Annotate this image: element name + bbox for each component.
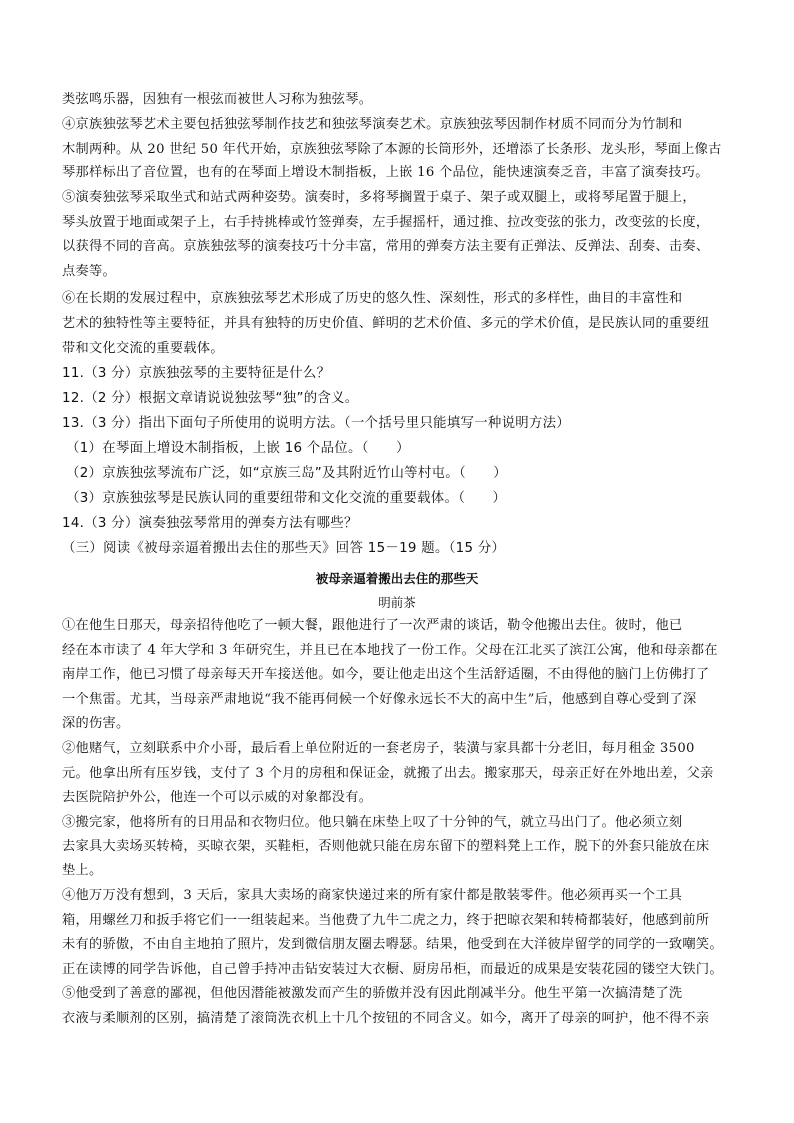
article-line: 垫上。 [62,863,103,878]
article-title: 被母亲逼着搬出去住的那些天 [315,571,479,586]
article-line: 箱，用螺丝刀和扳手将它们一一组装起来。当他费了九牛二虎之力，终于把晾衣架和转椅都装好，他感到前所 [62,913,710,928]
question-12: 12.（2 分）根据文章请说说独弦琴“独”的含义。 [62,391,359,406]
passage-line: 艺术的独特性等主要特征，并具有独特的历史价值、鲜明的艺术价值、多元的学术价值，是民族认同的重要纽 [62,316,710,331]
passage-line: 琴头放置于地面或架子上，右手持挑棒或竹签弹奏，左手握摇杆，通过推、拉改变弦的张力，改变弦的长度， [62,215,710,230]
passage-line: 以获得不同的音高。京族独弦琴的演奏技巧十分丰富，常用的弹奏方法主要有正弹法、反弹法、刮奏、击奏、 [62,239,710,254]
article-author: 明前茶 [378,595,416,610]
article-line: 去家具大卖场买转椅，买晾衣架，买鞋柜，否则他就只能在房东留下的塑料凳上工作，脱下的外套只能放在床 [62,839,710,854]
article-line: 深的伤害。 [62,716,130,731]
article-line: 正在读博的同学告诉他，自己曾手持冲击钻安装过大衣橱、厨房吊柜，而最近的成果是安装花园的镂空大铁门。 [62,962,723,977]
question-14: 14.（3 分）演奏独弦琴常用的弹奏方法有哪些？ [62,516,358,531]
question-13: 13.（3 分）指出下面句子所使用的说明方法。（一个括号里只能填写一种说明方法） [62,416,571,431]
passage-line: 木制两种。从 20 世纪 50 年代开始，京族独弦琴除了本源的长筒形外，还增添了长条形、龙头形，琴面上像古 [62,142,722,157]
article-paragraph-1: ①在他生日那天，母亲招待他吃了一顿大餐，跟他进行了一次严肃的谈话，勒令他搬出去住。彼时，他已 [62,618,683,633]
article-paragraph-3: ③搬完家，他将所有的日用品和衣物归位。他只躺在床垫上叹了十分钟的气，就立马出门了。他必须立刻 [62,815,683,830]
question-13-item-2: （2）京族独弦琴流布广泛，如“京族三岛”及其附近竹山等村屯。（ ） [66,466,508,481]
passage-line: 琴那样标出了音位置，也有的在琴面上增设木制指板，上嵌 16 个品位，能快速演奏乏音，丰富了演奏技巧。 [62,165,709,180]
article-line: 衣液与柔顺剂的区别，搞清楚了滚筒洗衣机上十几个按钮的不同含义。如今，离开了母亲的呵护，他不得不亲 [62,1011,710,1026]
question-13-item-3: （3）京族独弦琴是民族认同的重要纽带和文化交流的重要载体。（ ） [66,491,507,506]
passage-line: 带和文化交流的重要载体。 [62,341,224,356]
passage-paragraph-4: ④京族独弦琴艺术主要包括独弦琴制作技艺和独弦琴演奏艺术。京族独弦琴因制作材质不同而分为竹制和 [62,117,683,132]
article-line: 经在本市读了 4 年大学和 3 年研究生，并且已在本地找了一份工作。父母在江北买了滨江公寓，他和母亲都在 [62,643,718,658]
section-3-heading: （三）阅读《被母亲逼着搬出去住的那些天》回答 15－19 题。（15 分） [62,541,506,556]
passage-paragraph-5: ⑤演奏独弦琴采取坐式和站式两种姿势。演奏时，多将琴搁置于桌子、架子或双腿上，或将琴尾置于腿上， [62,190,696,205]
article-line: 元。他拿出所有压岁钱，支付了 3 个月的房租和保证金，就搬了出去。搬家那天，母亲正好在外地出差，父亲 [62,766,714,781]
article-line: 南岸工作，他已习惯了母亲每天开车接送他。如今，要让他走出这个生活舒适圈，不由得他的脑门上仿佛打了 [62,667,710,682]
article-line: 去医院陪护外公，他连一个可以示威的对象都没有。 [62,790,373,805]
question-13-item-1: （1）在琴面上增设木制指板，上嵌 16 个品位。（ ） [66,441,410,456]
article-line: 一个焦雷。尤其，当母亲严肃地说“我不能再伺候一个好像永远长不大的高中生”后，他感到自尊心受到了深 [62,692,697,707]
question-11: 11.（3 分）京族独弦琴的主要特征是什么？ [62,366,331,381]
article-paragraph-4: ④他万万没有想到，3 天后，家具大卖场的商家快递过来的所有家什都是散装零件。他必须再买一个工具 [62,888,683,903]
passage-paragraph-6: ⑥在长期的发展过程中，京族独弦琴艺术形成了历史的悠久性、深刻性，形式的多样性，曲目的丰富性和 [62,291,683,306]
passage-line: 点奏等。 [62,264,116,279]
article-line: 未有的骄傲，不由自主地拍了照片，发到微信朋友圈去嘚瑟。结果，他受到在大洋彼岸留学的同学的一致嘲笑。 [62,937,723,952]
article-paragraph-2: ②他赌气，立刻联系中介小哥，最后看上单位附近的一套老房子，装潢与家具都十分老旧，每月租金 3500 [62,741,695,756]
passage-line: 类弦鸣乐器，因独有一根弦而被世人习称为独弦琴。 [62,92,373,107]
article-paragraph-5: ⑤他受到了善意的鄙视，但他因潜能被激发而产生的骄傲并没有因此削减半分。他生平第一次搞清楚了洗 [62,986,683,1001]
